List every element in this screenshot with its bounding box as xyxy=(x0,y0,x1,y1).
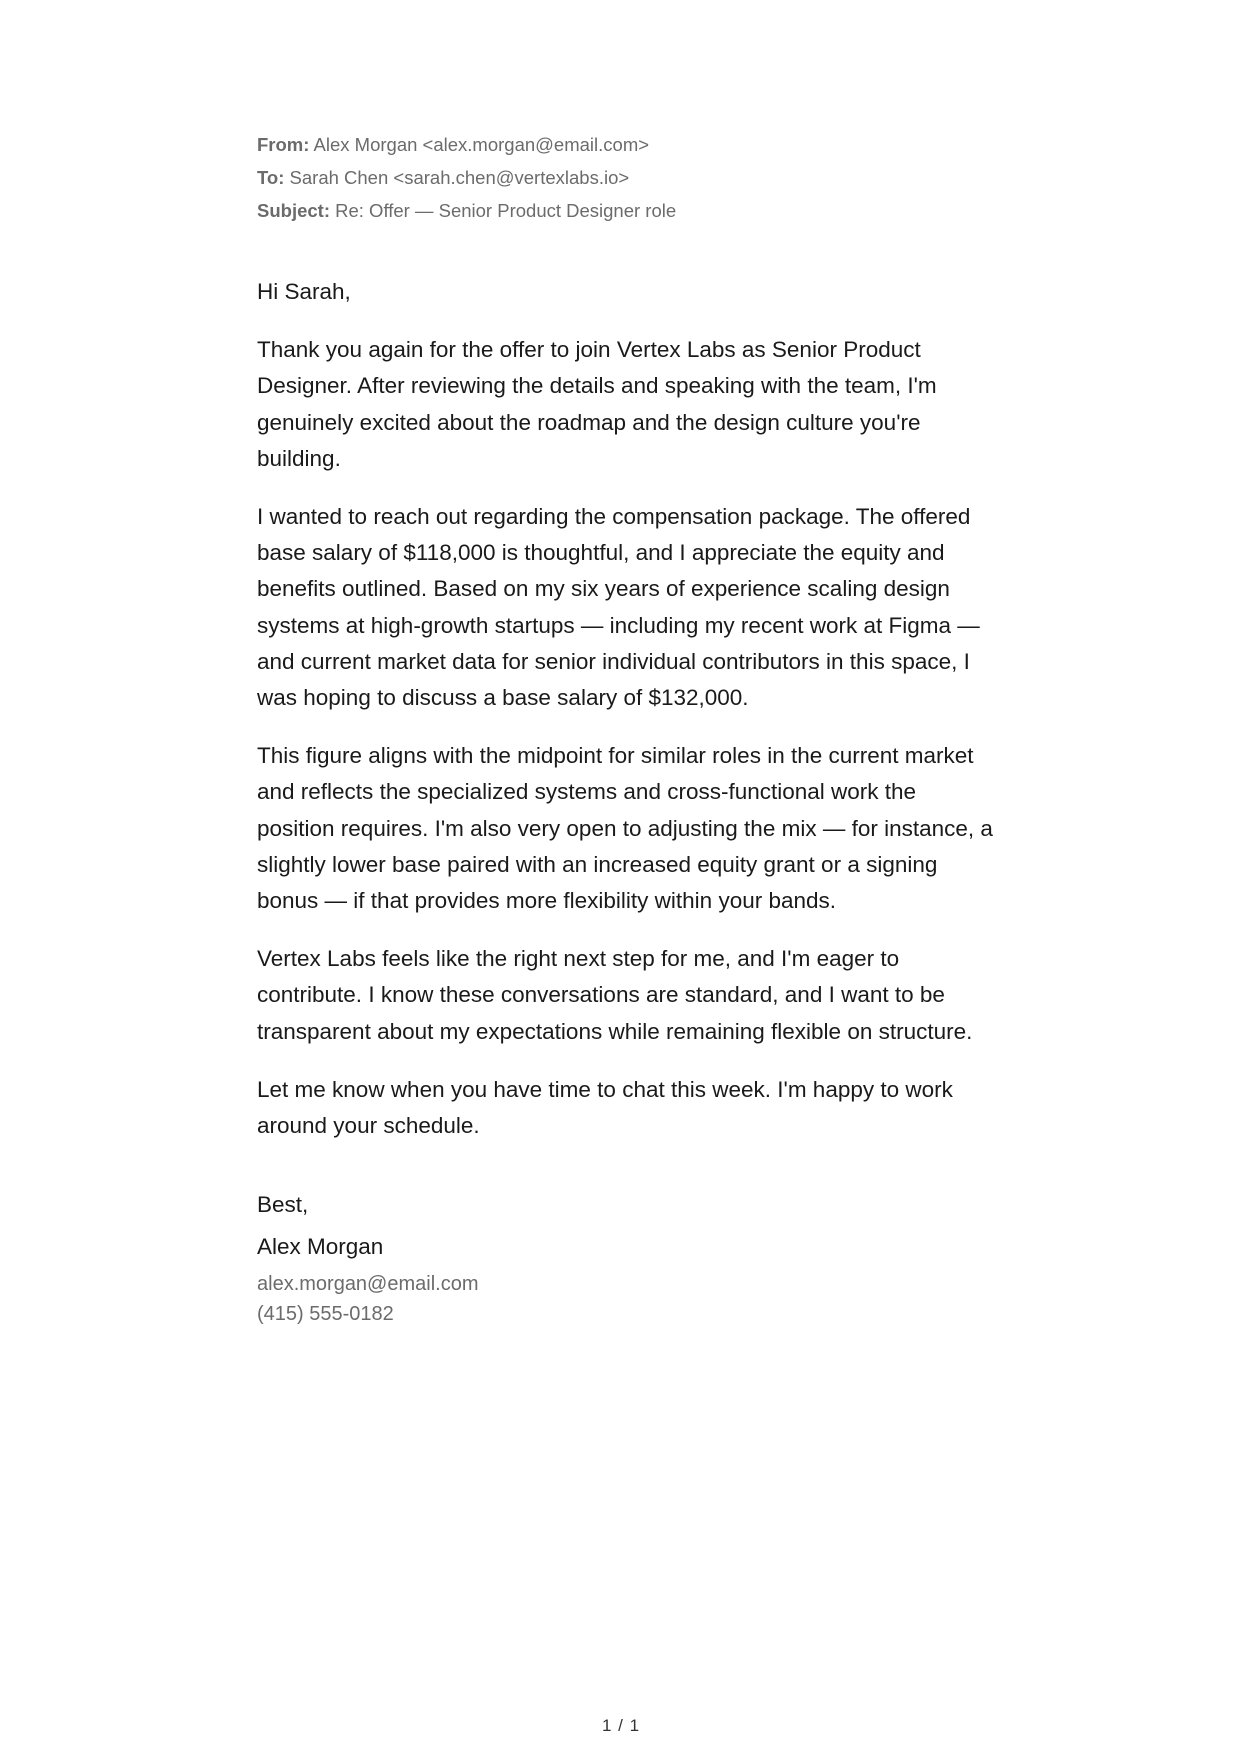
signature-email: alex.morgan@email.com xyxy=(257,1273,479,1296)
to-line xyxy=(257,167,997,189)
body-paragraph: Vertex Labs feels like the right next step for me, and I'm eager to contribute. I know these conversations are standard, and I want to be transparent about my expectations while remaining flexible on structure. xyxy=(257,946,973,1044)
from-label: From: xyxy=(257,134,310,155)
signature-phone: (415) 555-0182 xyxy=(257,1303,394,1326)
body-paragraph: Thank you again for the offer to join Vertex Labs as Senior Product Designer. After reviewing the details and speaking with the team, I'm genuinely excited about the roadmap and the design culture you're building. xyxy=(257,337,937,471)
subject-line xyxy=(257,200,997,222)
to-label: To: xyxy=(257,167,285,188)
body-paragraph: I wanted to reach out regarding the compensation package. The offered base salary of $118,000 is thoughtful, and I appreciate the equity and benefits outlined. Based on my six years of experience scaling design systems at high-growth startups — including my recent work at Figma — and current market data for senior individual contributors in this space, I was hoping to discuss a base salary of $132,000. xyxy=(257,504,980,711)
subject-value: Re: Offer — Senior Product Designer role xyxy=(335,200,677,221)
email-document xyxy=(257,134,997,1329)
signature-name: Alex Morgan xyxy=(257,1234,384,1260)
closing: Best, xyxy=(257,1192,309,1218)
subject-label: Subject: xyxy=(257,200,330,221)
greeting: Hi Sarah, xyxy=(257,279,351,304)
email-body xyxy=(257,274,997,1144)
body-paragraph: Let me know when you have time to chat this week. I'm happy to work around your schedule. xyxy=(257,1076,953,1139)
page-indicator: 1 / 1 xyxy=(601,1716,641,1735)
email-headers xyxy=(257,134,997,222)
to-value: Sarah Chen <sarah.chen@vertexlabs.io> xyxy=(289,167,630,188)
from-value: Alex Morgan <alex.morgan@email.com> xyxy=(313,134,650,155)
signature-block xyxy=(257,1191,997,1329)
body-paragraph: This figure aligns with the midpoint for similar roles in the current market and reflects the specialized systems and cross-functional work the position requires. I'm also very open to adjusting the mix — for instance, a slightly lower base paired with an increased equity grant or a signing bonus — if that provides more flexibility within your bands. xyxy=(257,743,993,914)
from-line xyxy=(257,134,997,156)
